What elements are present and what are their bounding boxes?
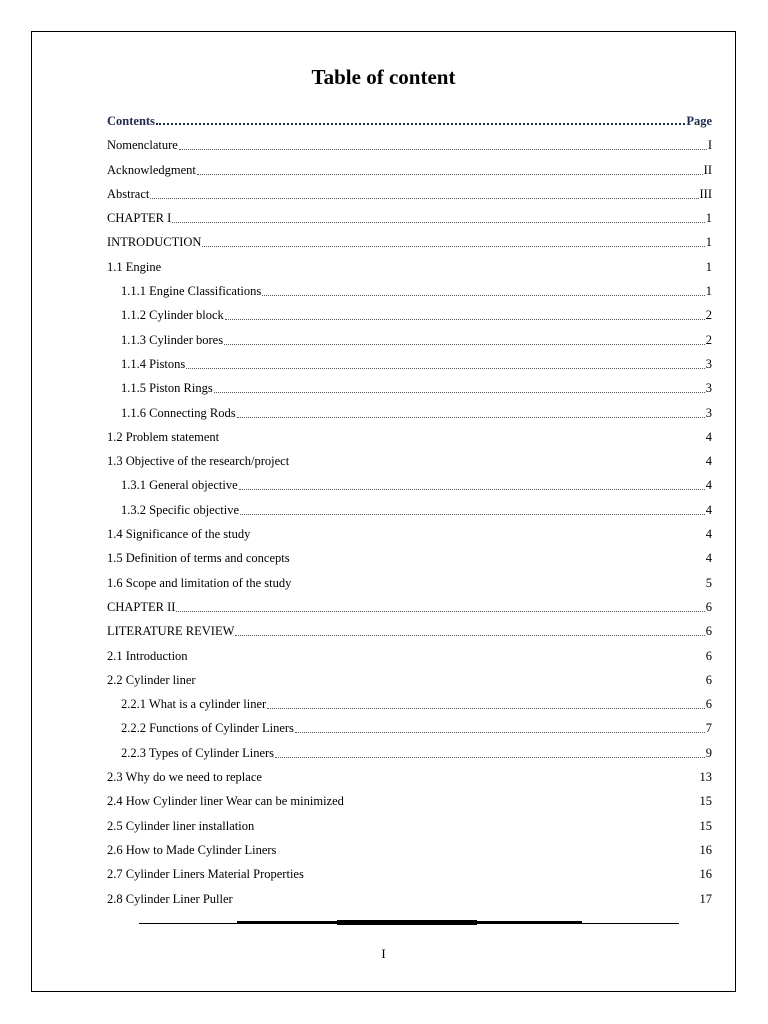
toc-entry[interactable] — [107, 226, 712, 250]
toc-entry-label: 1.1.5 Piston Rings — [121, 381, 213, 396]
dot-leader — [225, 318, 705, 320]
dot-leader — [214, 391, 705, 393]
dot-leader — [239, 488, 705, 490]
page-number: I — [381, 946, 386, 961]
document-page — [31, 31, 736, 992]
toc-entry-label: CHAPTER I — [107, 211, 172, 226]
page-title: Table of content — [311, 65, 456, 89]
dot-leader — [186, 367, 704, 369]
toc-entry[interactable] — [107, 275, 712, 299]
toc-entry-page: 4 — [705, 478, 712, 493]
toc-entry-page: 9 — [705, 745, 712, 760]
dot-leader — [275, 756, 705, 758]
toc-entry-page: 15 — [699, 794, 712, 809]
toc-entry-page: 2 — [705, 308, 712, 323]
toc-entry-label: 1.1.6 Connecting Rods — [121, 405, 236, 420]
toc-entry-page: II — [703, 162, 712, 177]
toc-entry-page: III — [699, 186, 712, 201]
dot-leader — [179, 148, 707, 150]
dot-leader — [295, 731, 705, 733]
toc-entry[interactable] — [107, 882, 712, 906]
toc-entry-label: 1.4 Significance of the study — [107, 527, 251, 542]
toc-entry-page: 4 — [705, 551, 712, 566]
toc-entry-page: 6 — [705, 624, 712, 639]
toc-entry-page: 16 — [699, 867, 712, 882]
dot-leader — [237, 416, 705, 418]
toc-entry-page: 4 — [705, 527, 712, 542]
toc-header — [107, 107, 712, 129]
toc-entry[interactable] — [107, 639, 712, 663]
toc-entry[interactable] — [107, 493, 712, 517]
toc-entry-page: 1 — [705, 211, 712, 226]
toc-entry-label: 2.5 Cylinder liner installation — [107, 818, 255, 833]
toc-entry-page: 3 — [705, 381, 712, 396]
toc-entry[interactable] — [107, 615, 712, 639]
toc-entry-label: 2.3 Why do we need to replace — [107, 770, 262, 785]
toc-header-page: Page — [686, 114, 712, 128]
toc-entry[interactable] — [107, 761, 712, 785]
toc-entry[interactable] — [107, 664, 712, 688]
toc-entry-label: Abstract — [107, 186, 150, 201]
dot-leader — [172, 221, 705, 223]
toc-entry[interactable] — [107, 518, 712, 542]
toc-entry-label: 2.2.2 Functions of Cylinder Liners — [121, 721, 294, 736]
toc-entry-page: 6 — [705, 672, 712, 687]
toc-entry-page: 13 — [699, 770, 712, 785]
toc-entry-label: 1.1.3 Cylinder bores — [121, 332, 224, 347]
toc-entry-label: 2.1 Introduction — [107, 648, 188, 663]
toc-entry[interactable] — [107, 129, 712, 153]
toc-entry-page: 1 — [705, 284, 712, 299]
toc-entry-label: 1.1.2 Cylinder block — [121, 308, 224, 323]
toc-entry[interactable] — [107, 688, 712, 712]
toc-entry-label: 2.2 Cylinder liner — [107, 672, 196, 687]
toc-entry[interactable] — [107, 591, 712, 615]
toc-entry-page: 1 — [705, 259, 712, 274]
toc-entry[interactable] — [107, 736, 712, 760]
dot-leader — [240, 513, 705, 515]
toc-entry[interactable] — [107, 250, 712, 274]
toc-entry[interactable] — [107, 372, 712, 396]
toc-entry[interactable] — [107, 542, 712, 566]
dot-leader — [150, 197, 698, 199]
toc-entry-page: 2 — [705, 332, 712, 347]
toc-entry-label: 1.3.2 Specific objective — [121, 502, 240, 517]
toc-entry-page: 15 — [699, 818, 712, 833]
toc-entry[interactable] — [107, 323, 712, 347]
toc-entry-page: 1 — [705, 235, 712, 250]
toc-entry[interactable] — [107, 809, 712, 833]
toc-entry-page: 4 — [705, 502, 712, 517]
toc-entry-page: 6 — [705, 648, 712, 663]
table-of-contents — [107, 107, 712, 907]
toc-entry[interactable] — [107, 785, 712, 809]
toc-entry-label: 1.2 Problem statement — [107, 429, 220, 444]
toc-entry-label: 2.2.3 Types of Cylinder Liners — [121, 745, 275, 760]
dot-leader — [197, 173, 703, 175]
toc-entry-label: 1.1.1 Engine Classifications — [121, 284, 262, 299]
toc-entry-label: Nomenclature — [107, 138, 178, 153]
toc-entry-page: 16 — [699, 842, 712, 857]
toc-entry[interactable] — [107, 469, 712, 493]
toc-entry-label: 1.1.4 Pistons — [121, 356, 186, 371]
toc-entry[interactable] — [107, 178, 712, 202]
toc-entry-page: 5 — [705, 575, 712, 590]
dot-leader — [202, 245, 704, 247]
toc-entry-label: 2.8 Cylinder Liner Puller — [107, 891, 233, 906]
toc-entry-label: 1.1 Engine — [107, 259, 162, 274]
dot-leader — [224, 343, 705, 345]
toc-entry-label: 2.7 Cylinder Liners Material Properties — [107, 867, 304, 882]
toc-entry[interactable] — [107, 858, 712, 882]
toc-entry-label: 1.3 Objective of the research/project — [107, 454, 290, 469]
toc-entry-page: 3 — [705, 405, 712, 420]
toc-header-contents: Contents — [107, 114, 155, 128]
toc-entry-page: 7 — [705, 721, 712, 736]
toc-entry-label: 1.6 Scope and limitation of the study — [107, 575, 292, 590]
toc-entry-label: 2.6 How to Made Cylinder Liners — [107, 842, 277, 857]
toc-entry-page: 6 — [705, 599, 712, 614]
toc-entry[interactable] — [107, 421, 712, 445]
toc-entry-page: I — [707, 138, 712, 153]
toc-entry-page: 4 — [705, 454, 712, 469]
toc-entry-label: 1.5 Definition of terms and concepts — [107, 551, 290, 566]
toc-entry[interactable] — [107, 712, 712, 736]
toc-entry-label: 2.2.1 What is a cylinder liner — [121, 697, 267, 712]
toc-entry-page: 3 — [705, 356, 712, 371]
toc-entry[interactable] — [107, 153, 712, 177]
toc-entry[interactable] — [107, 348, 712, 372]
dot-leader — [262, 294, 704, 296]
dot-leader — [235, 634, 704, 636]
toc-entry[interactable] — [107, 202, 712, 226]
toc-entry-label: 2.4 How Cylinder liner Wear can be minimized — [107, 794, 344, 809]
toc-entry-label: Acknowledgment — [107, 162, 196, 177]
toc-entry-page: 17 — [699, 891, 712, 906]
toc-entry[interactable] — [107, 834, 712, 858]
toc-entry-page: 4 — [705, 429, 712, 444]
toc-entry-label: CHAPTER II — [107, 599, 176, 614]
footer-rule-center — [337, 920, 477, 925]
dot-leader — [267, 707, 705, 709]
toc-entry-label: INTRODUCTION — [107, 235, 202, 250]
toc-entry-label: 1.3.1 General objective — [121, 478, 238, 493]
toc-entry[interactable] — [107, 445, 712, 469]
toc-entry[interactable] — [107, 396, 712, 420]
toc-entry-label: LITERATURE REVIEW — [107, 624, 235, 639]
toc-entry[interactable] — [107, 299, 712, 323]
dot-leader — [176, 610, 704, 612]
toc-entry-page: 6 — [705, 697, 712, 712]
toc-entry[interactable] — [107, 566, 712, 590]
dot-leader — [156, 122, 685, 125]
